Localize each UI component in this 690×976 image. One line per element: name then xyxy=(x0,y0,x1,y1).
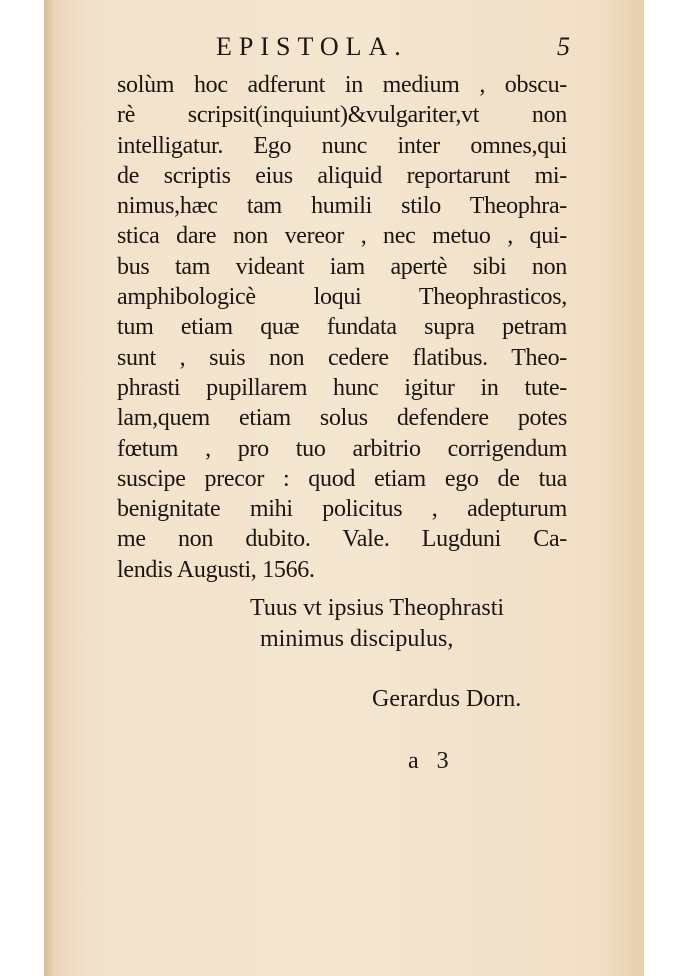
text-line: benignitate mihi policitus , adepturum xyxy=(117,496,567,523)
text-line: de scriptis eius aliquid reportarunt mi- xyxy=(117,162,567,189)
text-line: rè scripsit(inquiunt)&vulgariter,vt non xyxy=(117,102,567,129)
text-line: me non dubito. Vale. Lugduni Ca- xyxy=(117,526,567,553)
signature-mark: a 3 xyxy=(408,748,455,774)
text-line: bus tam videant iam apertè sibi non xyxy=(117,253,567,280)
text-line: stica dare non vereor , nec metuo , qui- xyxy=(117,223,567,250)
closing-line: minimus discipulus, xyxy=(260,626,454,652)
closing-line: Tuus vt ipsius Theophrasti xyxy=(250,595,505,621)
text-line: solùm hoc adferunt in medium , obscu- xyxy=(117,72,567,98)
text-line: fœtum , pro tuo arbitrio corrigendum xyxy=(117,435,567,462)
text-line: nimus,hæc tam humili stilo Theophra- xyxy=(117,193,567,220)
running-head xyxy=(120,32,570,64)
text-line: sunt , suis non cedere flatibus. Theo- xyxy=(117,344,567,371)
text-line: lam,quem etiam solus defendere potes xyxy=(117,405,567,432)
text-line: phrasti pupillarem hunc igitur in tute- xyxy=(117,374,567,401)
closing-salutation xyxy=(250,593,570,655)
letter-body xyxy=(117,70,567,585)
text-line: suscipe precor : quod etiam ego de tua xyxy=(117,465,567,492)
text-line: intelligatur. Ego nunc inter omnes,qui xyxy=(117,132,567,159)
text-line: lendis Augusti, 1566. xyxy=(117,556,315,583)
running-title: EPISTOLA. xyxy=(216,32,408,61)
text-line: amphibologicè loqui Theophrasticos, xyxy=(117,284,567,311)
author-signature: Gerardus Dorn. xyxy=(372,686,522,712)
text-line: tum etiam quæ fundata supra petram xyxy=(117,314,567,341)
page-number: 5 xyxy=(557,32,570,61)
page-gutter-shadow xyxy=(44,0,54,976)
